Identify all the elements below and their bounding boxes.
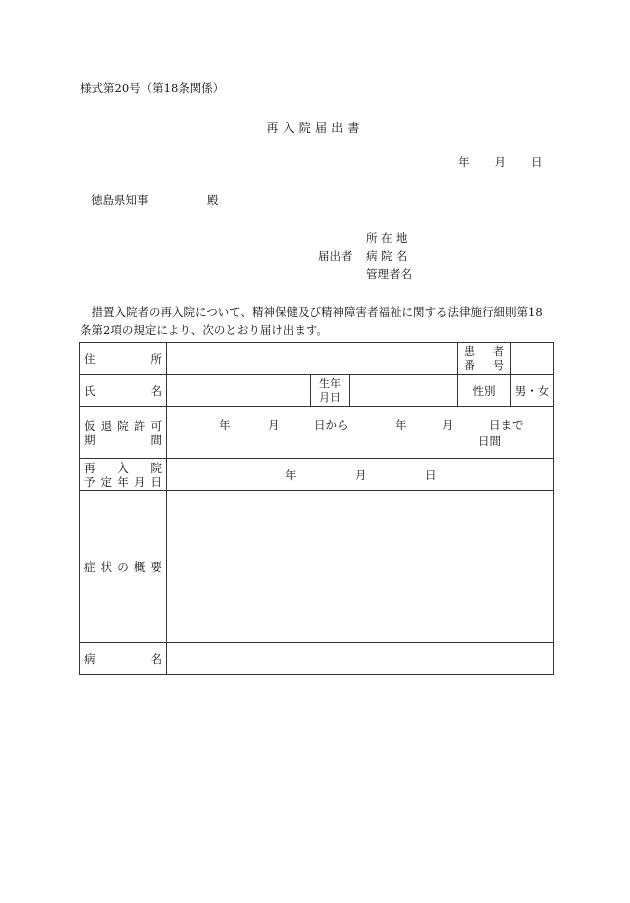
form-number: 様式第20号（第18条関係） (80, 81, 225, 95)
name-label-cell (80, 375, 167, 407)
addressee (91, 193, 219, 207)
honorific: 殿 (207, 193, 219, 207)
readmit-label-2: 予定年月日 (84, 474, 162, 489)
row-readmit-date (80, 459, 554, 491)
leave-year-2: 年 (395, 417, 407, 432)
readmit-year: 年 (285, 467, 297, 482)
name-field[interactable] (167, 375, 311, 407)
leave-label-cell (80, 407, 167, 459)
leave-month-2: 月 (442, 417, 454, 432)
readmission-form-table (79, 342, 554, 675)
reporter-manager-label: 管理者名 (366, 267, 412, 281)
disease-field[interactable] (167, 643, 554, 675)
birthdate-label-2: 月日 (319, 390, 341, 404)
date-line (458, 155, 543, 169)
date-month: 月 (494, 155, 506, 169)
readmit-day: 日 (425, 467, 437, 482)
readmit-label-1: 再入院 (84, 460, 162, 475)
leave-from: 日から (314, 417, 349, 432)
leave-year-1: 年 (219, 417, 231, 432)
date-year: 年 (458, 155, 470, 169)
disease-label-cell (80, 643, 167, 675)
readmit-label-cell (80, 459, 167, 491)
symptoms-label-cell (80, 491, 167, 643)
leave-period-field[interactable] (167, 407, 554, 459)
readmit-date-field[interactable] (167, 459, 554, 491)
symptoms-label: 症状の概要 (84, 559, 162, 574)
birthdate-label-1: 生年 (319, 376, 341, 390)
row-address (80, 343, 554, 375)
address-label: 住所 (84, 351, 162, 366)
birthdate-label-cell (311, 375, 350, 407)
leave-label-2: 期間 (84, 432, 162, 447)
leave-month-1: 月 (268, 417, 280, 432)
leave-days: 日間 (478, 433, 501, 448)
patient-number-label-cell (458, 343, 511, 375)
statement-text: 措置入院者の再入院について、精神保健及び精神障害者福祉に関する法律施行細則第18条第2項の規定により、次のとおり届け出ます。 (80, 305, 543, 337)
birthdate-field[interactable] (350, 375, 458, 407)
row-symptoms (80, 491, 554, 643)
symptoms-field[interactable] (167, 491, 554, 643)
patient-number-label-2: 番号 (464, 358, 504, 372)
row-name (80, 375, 554, 407)
name-label: 氏名 (84, 383, 162, 398)
page-title: 再入院届出書 (266, 121, 364, 135)
leave-until: 日まで (489, 417, 524, 432)
address-field[interactable] (167, 343, 458, 375)
patient-number-label-1: 患者 (464, 344, 504, 358)
reporter-label: 届出者 (318, 249, 353, 263)
row-leave-period (80, 407, 554, 459)
reporter-hospital-label: 病院名 (366, 249, 411, 263)
row-disease (80, 643, 554, 675)
readmit-month: 月 (355, 467, 367, 482)
sex-options[interactable]: 男・女 (511, 375, 554, 407)
date-day: 日 (531, 155, 543, 169)
disease-label: 病名 (84, 651, 162, 666)
address-label-cell (80, 343, 167, 375)
patient-number-field[interactable] (511, 343, 554, 375)
addressee-name: 徳島県知事 (91, 193, 149, 207)
reporter-address-label: 所在地 (366, 231, 411, 245)
leave-label-1: 仮退院許可 (84, 418, 162, 433)
sex-label: 性別 (458, 375, 511, 407)
